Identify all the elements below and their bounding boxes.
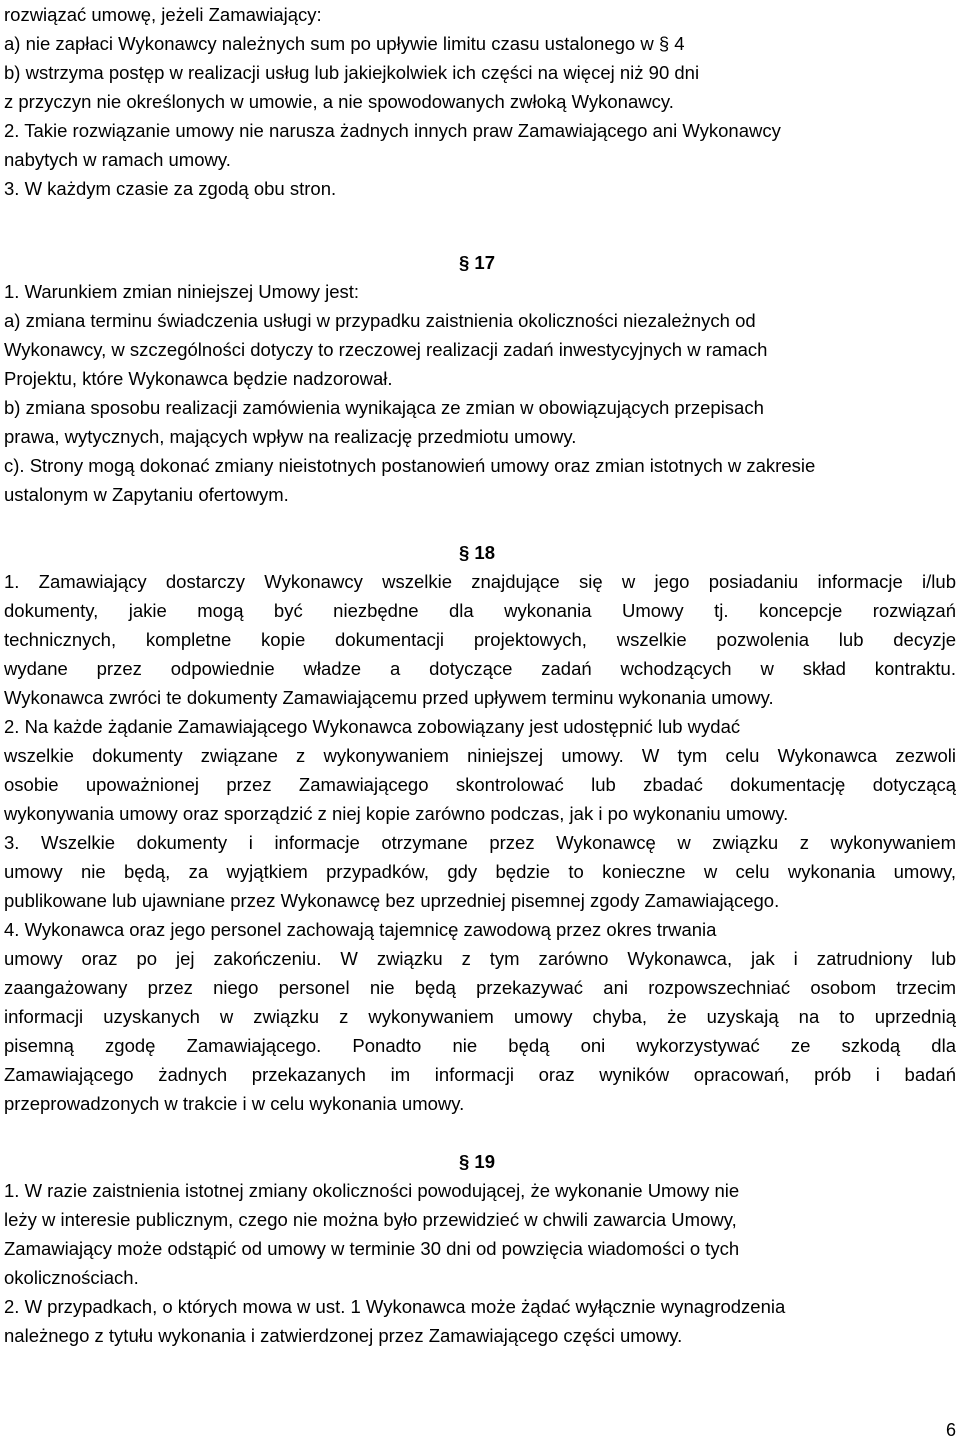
section-heading: § 18 <box>459 542 496 563</box>
spacer <box>4 232 956 248</box>
paragraph-line: 3. W każdym czasie za zgodą obu stron. <box>4 178 337 199</box>
paragraph-line: a) nie zapłaci Wykonawcy należnych sum po upływie limitu czasu ustalonego w § 4 <box>4 33 685 54</box>
paragraph-line: 1. Zamawiający dostarczy Wykonawcy wszelkie znajdujące się w jego posiadaniu informacje i/lub <box>4 571 956 592</box>
spacer <box>4 509 956 538</box>
paragraph-line: publikowane lub ujawniane przez Wykonawcę bez uprzedniej pisemnej zgody Zamawiającego. <box>4 890 780 911</box>
paragraph-line: należnego z tytułu wykonania i zatwierdzonej przez Zamawiającego części umowy. <box>4 1325 683 1346</box>
paragraph-line: prawa, wytycznych, mających wpływ na realizację przedmiotu umowy. <box>4 426 577 447</box>
paragraph-line: technicznych, kompletne kopie dokumentacji projektowych, wszelkie pozwolenia lub decyzje <box>4 629 956 650</box>
paragraph-line: pisemną zgodę Zamawiającego. Ponadto nie będą oni wykorzystywać ze szkodą dla <box>4 1035 956 1056</box>
paragraph-line: umowy oraz po jej zakończeniu. W związku z tym zarówno Wykonawca, jak i zatrudniony lub <box>4 948 956 969</box>
paragraph-line: Projektu, które Wykonawca będzie nadzorował. <box>4 368 393 389</box>
paragraph-line: 4. Wykonawca oraz jego personel zachowają tajemnicę zawodową przez okres trwania <box>4 919 717 940</box>
paragraph-line: Zamawiający może odstąpić od umowy w terminie 30 dni od powzięcia wiadomości o tych <box>4 1238 740 1259</box>
paragraph-line: przeprowadzonych w trakcie i w celu wykonania umowy. <box>4 1093 465 1114</box>
paragraph-line: wydane przez odpowiednie władze a dotyczące zadań wchodzących w skład kontraktu. <box>4 658 956 679</box>
paragraph-line: wykonywania umowy oraz sporządzić z niej kopie zarówno podczas, jak i po wykonaniu umowy. <box>4 803 789 824</box>
page-number: 6 <box>945 1420 956 1440</box>
paragraph-line: osobie upoważnionej przez Zamawiającego skontrolować lub zbadać dokumentację dotyczącą <box>4 774 956 795</box>
paragraph-line: wszelkie dokumenty związane z wykonywaniem niniejszej umowy. W tym celu Wykonawca zezwoli <box>4 745 956 766</box>
paragraph-line: Zamawiającego żadnych przekazanych im informacji oraz wyników opracowań, prób i badań <box>4 1064 956 1085</box>
paragraph-line: informacji uzyskanych w związku z wykonywaniem umowy chyba, że uzyskają na to uprzednią <box>4 1006 956 1027</box>
paragraph-line: b) zmiana sposobu realizacji zamówienia wynikająca ze zmian w obowiązujących przepisach <box>4 397 764 418</box>
paragraph-line: 2. Takie rozwiązanie umowy nie narusza żadnych innych praw Zamawiającego ani Wykonawcy <box>4 120 781 141</box>
paragraph-line: Wykonawca zwróci te dokumenty Zamawiającemu przed upływem terminu wykonania umowy. <box>4 687 774 708</box>
section-18 <box>4 538 956 1118</box>
paragraph-line: 2. Na każde żądanie Zamawiającego Wykonawca zobowiązany jest udostępnić lub wydać <box>4 716 741 737</box>
spacer <box>4 203 956 232</box>
paragraph-line: rozwiązać umowę, jeżeli Zamawiający: <box>4 4 322 25</box>
paragraph-line: 2. W przypadkach, o których mowa w ust. 1 Wykonawca może żądać wyłącznie wynagrodzenia <box>4 1296 786 1317</box>
paragraph-line: ustalonym w Zapytaniu ofertowym. <box>4 484 289 505</box>
section-17 <box>4 248 956 509</box>
section-16-tail <box>4 0 956 203</box>
paragraph-line: c). Strony mogą dokonać zmiany nieistotnych postanowień umowy oraz zmian istotnych w zakresie <box>4 455 816 476</box>
paragraph-line: zaangażowany przez niego personel nie będą przekazywać ani rozpowszechniać osobom trzecim <box>4 977 956 998</box>
paragraph-line: Wykonawcy, w szczególności dotyczy to rzeczowej realizacji zadań inwestycyjnych w ramach <box>4 339 768 360</box>
paragraph-line: 1. Warunkiem zmian niniejszej Umowy jest: <box>4 281 360 302</box>
section-19 <box>4 1147 956 1350</box>
paragraph-line: dokumenty, jakie mogą być niezbędne dla wykonania Umowy tj. koncepcje rozwiązań <box>4 600 956 621</box>
paragraph-line: nabytych w ramach umowy. <box>4 149 231 170</box>
paragraph-line: a) zmiana terminu świadczenia usługi w przypadku zaistnienia okoliczności niezależnych od <box>4 310 756 331</box>
document-page <box>4 0 956 1350</box>
paragraph-line: b) wstrzyma postęp w realizacji usług lub jakiejkolwiek ich części na więcej niż 90 dni <box>4 62 700 83</box>
paragraph-line: 3. Wszelkie dokumenty i informacje otrzymane przez Wykonawcę w związku z wykonywaniem <box>4 832 956 853</box>
paragraph-line: okolicznościach. <box>4 1267 139 1288</box>
paragraph-line: 1. W razie zaistnienia istotnej zmiany okoliczności powodującej, że wykonanie Umowy nie <box>4 1180 740 1201</box>
section-heading: § 17 <box>459 252 496 273</box>
paragraph-line: z przyczyn nie określonych w umowie, a nie spowodowanych zwłoką Wykonawcy. <box>4 91 674 112</box>
paragraph-line: leży w interesie publicznym, czego nie można było przewidzieć w chwili zawarcia Umowy, <box>4 1209 737 1230</box>
section-heading: § 19 <box>459 1151 496 1172</box>
paragraph-line: umowy nie będą, za wyjątkiem przypadków, gdy będzie to konieczne w celu wykonania umowy, <box>4 861 956 882</box>
spacer <box>4 1118 956 1147</box>
